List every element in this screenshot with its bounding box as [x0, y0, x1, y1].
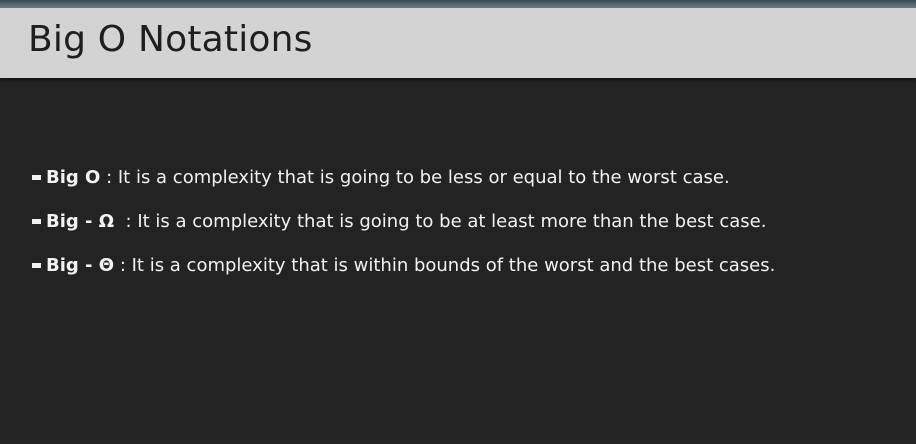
- title-bar: [0, 8, 916, 78]
- bullet-dash-icon: [32, 219, 41, 224]
- bullet-list: [32, 160, 775, 292]
- bullet-text: It is a complexity that is going to be at least more than the best case.: [137, 211, 767, 232]
- slide-title: Big O Notations: [28, 19, 313, 60]
- bullet-item-big-omega: [32, 204, 775, 248]
- bullet-term: Big - Ω: [46, 211, 115, 232]
- window-top-strip: [0, 0, 916, 8]
- bullet-separator: :: [100, 167, 118, 188]
- bullet-term: Big - Θ: [46, 255, 115, 276]
- bullet-term: Big O: [46, 167, 101, 188]
- bullet-item-big-theta: [32, 248, 775, 292]
- bullet-text: It is a complexity that is going to be less or equal to the worst case.: [117, 167, 730, 188]
- bullet-separator: :: [114, 255, 132, 276]
- bullet-item-big-o: [32, 160, 775, 204]
- bullet-text: It is a complexity that is within bounds of the worst and the best cases.: [131, 255, 776, 276]
- bullet-dash-icon: [32, 175, 41, 180]
- bullet-separator: :: [114, 211, 138, 232]
- bullet-dash-icon: [32, 263, 41, 268]
